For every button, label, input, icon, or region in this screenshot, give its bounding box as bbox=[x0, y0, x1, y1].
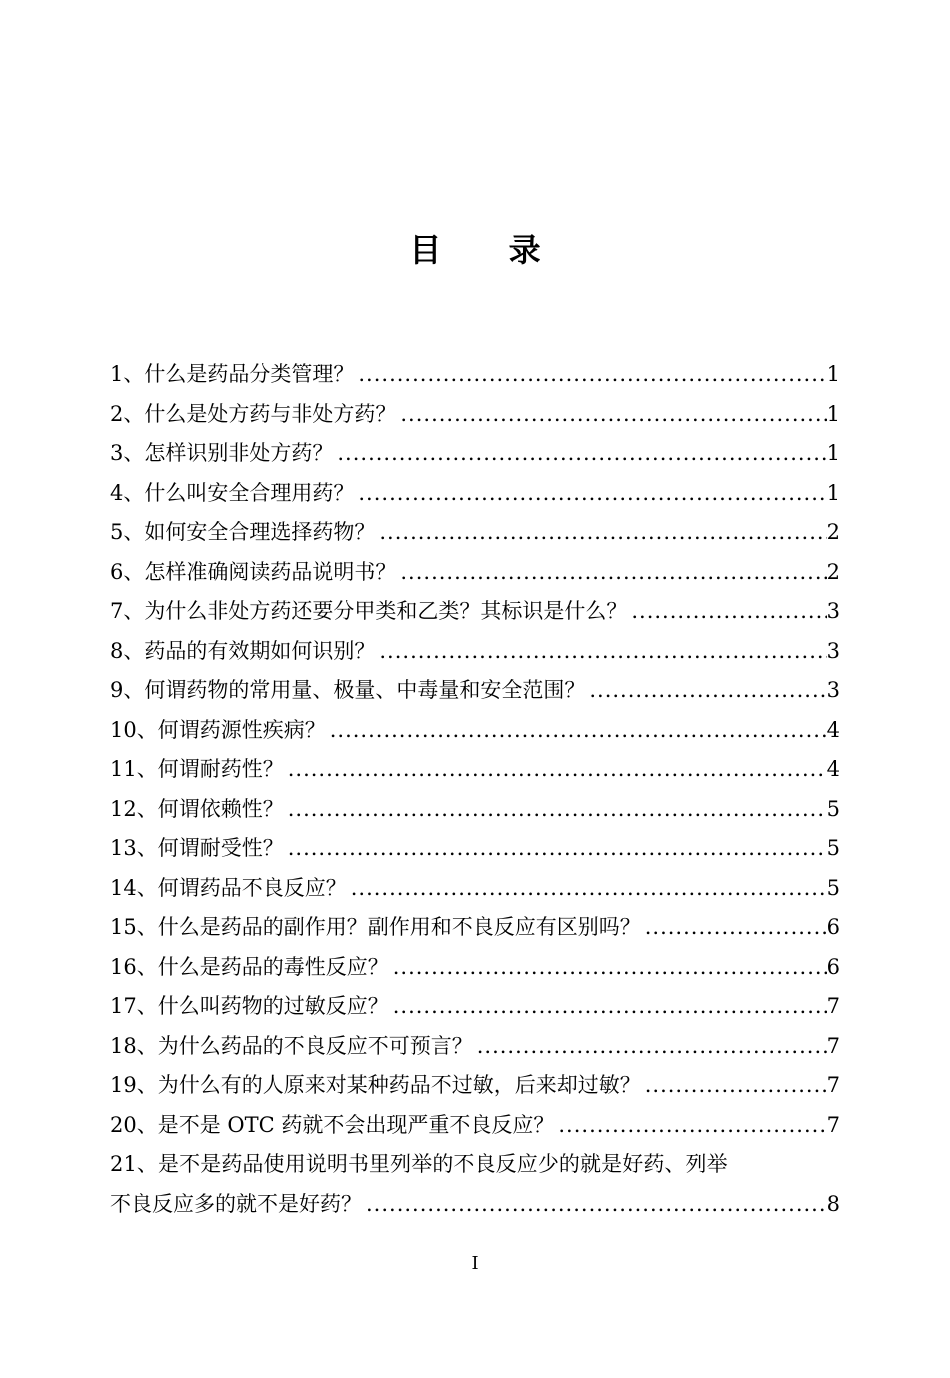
toc-entry-page: 7 bbox=[826, 1033, 840, 1058]
toc-entry-label-line1: 21、是不是药品使用说明书里列举的不良反应少的就是好药、列举 bbox=[110, 1152, 728, 1176]
toc-entry-label: 19、为什么有的人原来对某种药品不过敏，后来却过敏？ bbox=[110, 1073, 641, 1097]
toc-entry[interactable] bbox=[110, 711, 840, 751]
dot-leader bbox=[558, 1106, 826, 1146]
toc-entry[interactable] bbox=[110, 632, 840, 672]
dot-leader bbox=[358, 355, 826, 395]
toc-entry-label: 12、何谓依赖性？ bbox=[110, 796, 284, 821]
dot-leader bbox=[477, 1027, 827, 1067]
toc-entry-label-line2: 不良反应多的就不是好药？ bbox=[110, 1191, 362, 1216]
toc-entry-page: 7 bbox=[826, 1112, 840, 1137]
toc-entry-page: 1 bbox=[826, 362, 840, 386]
toc-entry[interactable] bbox=[110, 434, 840, 474]
toc-entry-page: 1 bbox=[826, 441, 840, 465]
dot-leader bbox=[351, 869, 827, 909]
toc-entry-line2 bbox=[110, 1185, 840, 1225]
toc-entry[interactable] bbox=[110, 1145, 840, 1224]
toc-entry-label: 15、什么是药品的副作用？副作用和不良反应有区别吗？ bbox=[110, 915, 641, 939]
toc-entry-label: 9、何谓药物的常用量、极量、中毒量和安全范围？ bbox=[110, 678, 586, 702]
dot-leader bbox=[645, 908, 827, 948]
toc-entry-page: 1 bbox=[826, 480, 840, 505]
toc-entry-page: 8 bbox=[826, 1191, 840, 1216]
toc-entry-page: 7 bbox=[826, 994, 840, 1018]
toc-entry-label: 14、何谓药品不良反应？ bbox=[110, 875, 347, 900]
toc-entry-label: 17、什么叫药物的过敏反应？ bbox=[110, 994, 389, 1018]
toc-entry-page: 5 bbox=[826, 875, 840, 900]
toc-entry-page: 4 bbox=[826, 757, 840, 781]
toc-entry[interactable] bbox=[110, 790, 840, 830]
toc-entry-label: 6、怎样准确阅读药品说明书？ bbox=[110, 559, 397, 584]
dot-leader bbox=[288, 750, 827, 790]
toc-entry[interactable] bbox=[110, 1106, 840, 1146]
toc-entry-page: 2 bbox=[826, 559, 840, 584]
toc-entry-label: 3、怎样识别非处方药？ bbox=[110, 441, 334, 465]
toc-entry-page: 5 bbox=[826, 796, 840, 821]
toc-entry[interactable] bbox=[110, 1027, 840, 1067]
toc-entry[interactable] bbox=[110, 948, 840, 988]
toc-entry-page: 7 bbox=[826, 1073, 840, 1097]
toc-entry[interactable] bbox=[110, 671, 840, 711]
toc-entry-label: 20、是不是 OTC 药就不会出现严重不良反应？ bbox=[110, 1112, 555, 1137]
dot-leader bbox=[366, 1185, 827, 1225]
dot-leader bbox=[288, 790, 827, 830]
dot-leader bbox=[393, 987, 827, 1027]
toc-entry-page: 3 bbox=[826, 638, 840, 663]
dot-leader bbox=[393, 948, 827, 988]
toc-entry-label: 7、为什么非处方药还要分甲类和乙类？其标识是什么？ bbox=[110, 599, 628, 623]
page-number: I bbox=[471, 1253, 479, 1274]
dot-leader bbox=[400, 395, 826, 435]
toc-entry-label: 4、什么叫安全合理用药？ bbox=[110, 480, 355, 505]
toc-entry[interactable] bbox=[110, 513, 840, 553]
dot-leader bbox=[589, 671, 826, 711]
toc-entry[interactable] bbox=[110, 869, 840, 909]
toc-entry[interactable] bbox=[110, 750, 840, 790]
toc-entry-page: 3 bbox=[826, 599, 840, 623]
toc-entry-page: 2 bbox=[826, 520, 840, 544]
toc-entry-label: 10、何谓药源性疾病？ bbox=[110, 717, 326, 742]
toc-entry-label: 11、何谓耐药性？ bbox=[110, 757, 284, 781]
dot-leader bbox=[379, 513, 826, 553]
dot-leader bbox=[358, 474, 826, 514]
dot-leader bbox=[400, 553, 826, 593]
toc-entry[interactable] bbox=[110, 987, 840, 1027]
toc-entry-page: 6 bbox=[826, 915, 840, 939]
toc-entry[interactable] bbox=[110, 553, 840, 593]
dot-leader bbox=[337, 434, 826, 474]
toc-entry-page: 6 bbox=[826, 954, 840, 979]
toc-entry-page: 3 bbox=[826, 678, 840, 702]
toc-entry-label: 8、药品的有效期如何识别？ bbox=[110, 638, 376, 663]
toc-entry[interactable] bbox=[110, 908, 840, 948]
toc-entry-label: 13、何谓耐受性？ bbox=[110, 836, 284, 860]
toc-entry[interactable] bbox=[110, 592, 840, 632]
dot-leader bbox=[288, 829, 827, 869]
toc-entry[interactable] bbox=[110, 829, 840, 869]
page-title: 目 录 bbox=[409, 231, 569, 269]
toc-entry-label: 18、为什么药品的不良反应不可预言？ bbox=[110, 1033, 473, 1058]
toc-entry-label: 2、什么是处方药与非处方药？ bbox=[110, 401, 397, 426]
toc-entry[interactable] bbox=[110, 474, 840, 514]
toc-entry-label: 16、什么是药品的毒性反应？ bbox=[110, 954, 389, 979]
dot-leader bbox=[631, 592, 826, 632]
table-of-contents bbox=[110, 355, 840, 1224]
toc-entry-label: 1、什么是药品分类管理？ bbox=[110, 362, 355, 386]
dot-leader bbox=[645, 1066, 827, 1106]
toc-entry-label: 5、如何安全合理选择药物？ bbox=[110, 520, 376, 544]
toc-entry-page: 4 bbox=[826, 717, 840, 742]
toc-entry-page: 5 bbox=[826, 836, 840, 860]
dot-leader bbox=[330, 711, 827, 751]
toc-entry[interactable] bbox=[110, 395, 840, 435]
toc-entry[interactable] bbox=[110, 355, 840, 395]
toc-entry-page: 1 bbox=[826, 401, 840, 426]
dot-leader bbox=[379, 632, 826, 672]
toc-entry[interactable] bbox=[110, 1066, 840, 1106]
